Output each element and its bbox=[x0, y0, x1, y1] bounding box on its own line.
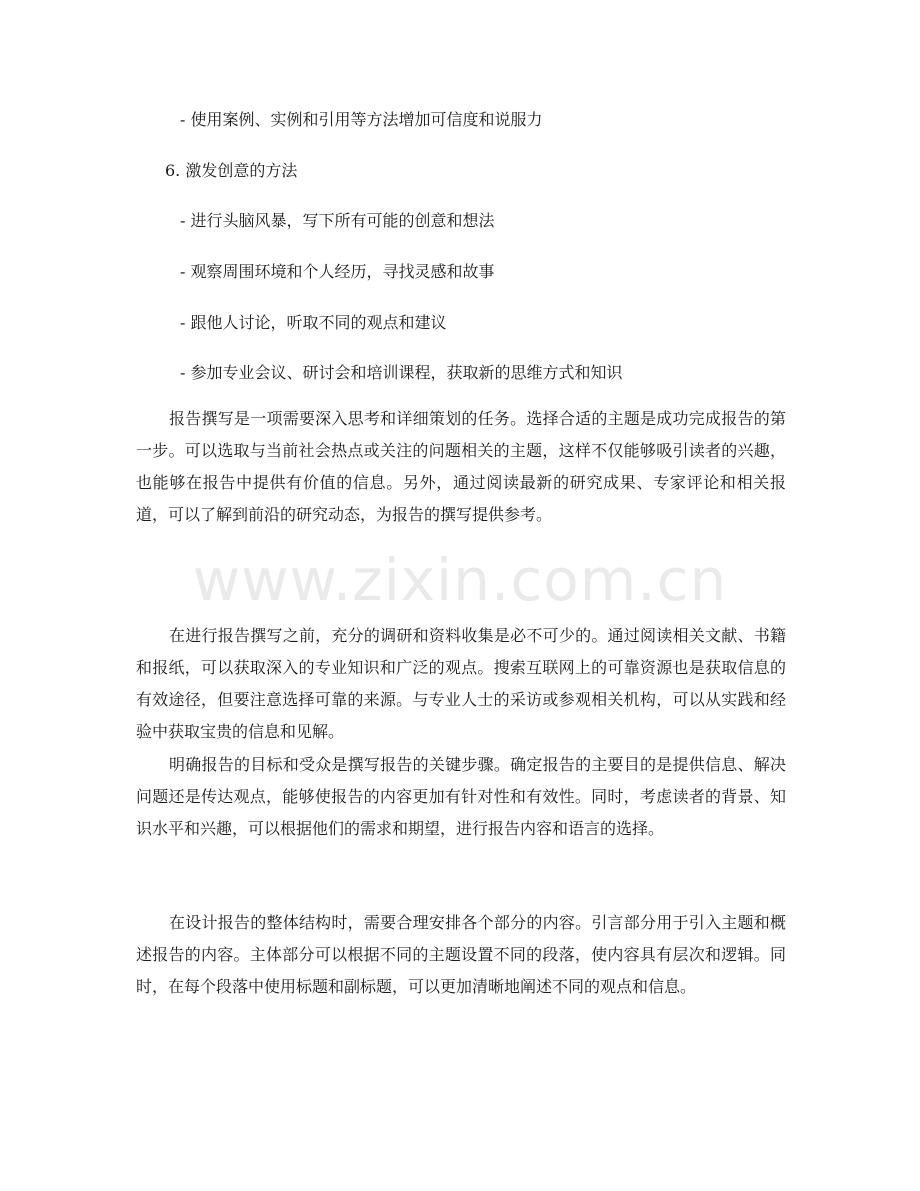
list-item: - 使用案例、实例和引用等方法增加可信度和说服力 bbox=[180, 110, 543, 129]
paragraph: 明确报告的目标和受众是撰写报告的关键步骤。确定报告的主要目的是提供信息、解决问题还是传达观点，能够使报告的内容更加有针对性和有效性。同时，考虑读者的背景、知识水平和兴趣，可以根据他们的需求和期望，进行报告内容和语言的选择。 bbox=[136, 755, 786, 838]
list-item: - 跟他人讨论，听取不同的观点和建议 bbox=[180, 313, 447, 332]
list-item: - 观察周围环境和个人经历，寻找灵感和故事 bbox=[180, 262, 495, 281]
paragraph: 在进行报告撰写之前，充分的调研和资料收集是必不可少的。通过阅读相关文献、书籍和报纸，可以获取深入的专业知识和广泛的观点。搜索互联网上的可靠资源也是获取信息的有效途径，但要注意选择可靠的来源。与专业人士的采访或参观相关机构，可以从实践和经验中获取宝贵的信息和见解。 bbox=[136, 626, 786, 741]
section-heading: 6. 激发创意的方法 bbox=[165, 161, 298, 180]
list-item: - 进行头脑风暴，写下所有可能的创意和想法 bbox=[180, 211, 495, 230]
watermark: www.zixin.com.cn bbox=[192, 546, 728, 614]
paragraph: 报告撰写是一项需要深入思考和详细策划的任务。选择合适的主题是成功完成报告的第一步。可以选取与当前社会热点或关注的问题相关的主题，这样不仅能够吸引读者的兴趣，也能够在报告中提供有价值的信息。另外，通过阅读最新的研究成果、专家评论和相关报道，可以了解到前沿的研究动态，为报告的撰写提供参考。 bbox=[136, 409, 786, 524]
list-item: - 参加专业会议、研讨会和培训课程，获取新的思维方式和知识 bbox=[180, 363, 623, 382]
paragraph: 在设计报告的整体结构时，需要合理安排各个部分的内容。引言部分用于引入主题和概述报告的内容。主体部分可以根据不同的主题设置不同的段落，使内容具有层次和逻辑。同时，在每个段落中使用标题和副标题，可以更加清晰地阐述不同的观点和信息。 bbox=[136, 913, 786, 996]
